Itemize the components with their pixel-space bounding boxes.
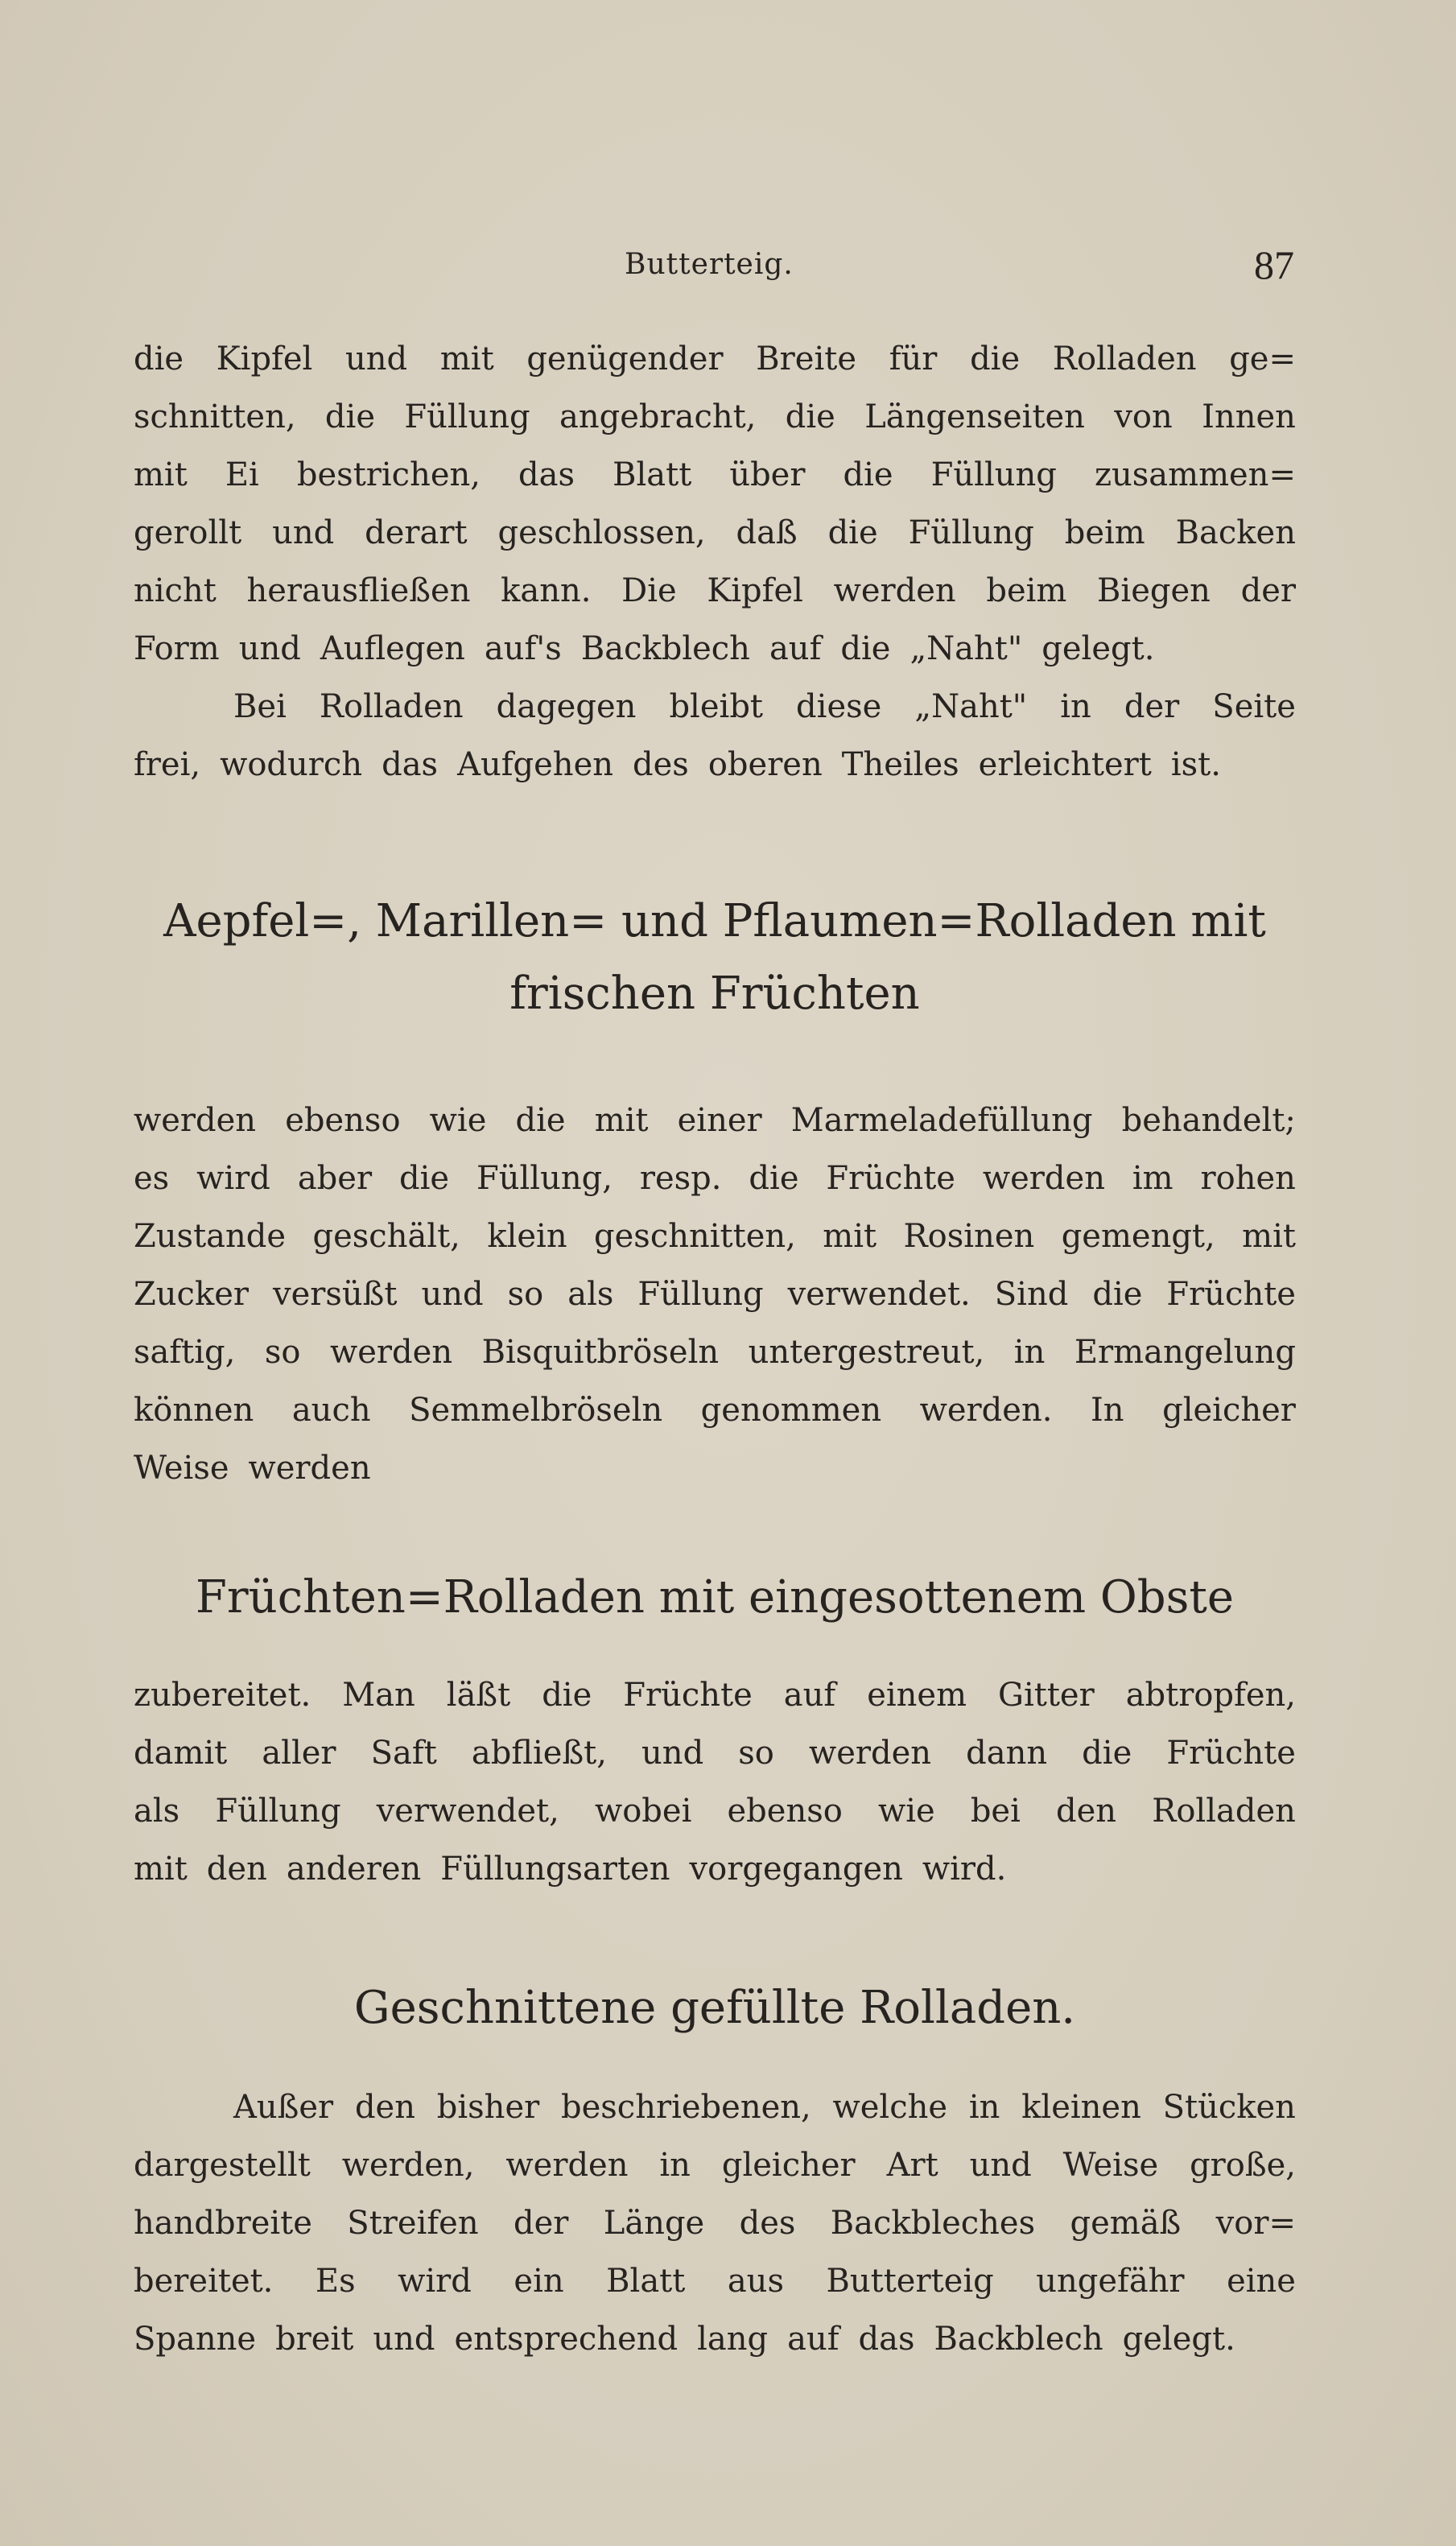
word: einem bbox=[867, 1677, 967, 1714]
word: über bbox=[729, 456, 806, 493]
word: Kipfel bbox=[216, 340, 313, 378]
word: Saft bbox=[370, 1735, 437, 1772]
word: im bbox=[1132, 1160, 1173, 1197]
text-line bbox=[134, 678, 1296, 736]
word: Semmelbröseln bbox=[409, 1392, 663, 1429]
word: mit bbox=[134, 1851, 188, 1888]
word: Seite bbox=[1212, 688, 1296, 725]
text-line bbox=[134, 1149, 1296, 1207]
text-line bbox=[134, 1724, 1296, 1782]
word: Rolladen bbox=[1052, 340, 1197, 378]
word: werden bbox=[134, 1102, 257, 1139]
word: ungefähr bbox=[1036, 2263, 1185, 2300]
word: Längenseiten bbox=[864, 398, 1085, 435]
word: Rosinen bbox=[903, 1218, 1035, 1255]
word: dargestellt bbox=[134, 2147, 311, 2184]
word: gemäß bbox=[1070, 2205, 1182, 2242]
word: Füllung bbox=[404, 398, 530, 435]
word: ein bbox=[514, 2263, 564, 2300]
word: Sind bbox=[994, 1276, 1069, 1313]
word: Früchte bbox=[1166, 1735, 1296, 1772]
word: Spanne bbox=[134, 2321, 257, 2358]
word: Ei bbox=[225, 456, 259, 493]
word: die bbox=[1082, 1735, 1132, 1772]
section-heading bbox=[134, 885, 1296, 1030]
word: den bbox=[354, 2089, 415, 2126]
word: Streifen bbox=[347, 2205, 479, 2242]
word: und bbox=[641, 1735, 704, 1772]
word: das bbox=[858, 2321, 915, 2358]
word: in bbox=[968, 2089, 1000, 2126]
word: Ermangelung bbox=[1074, 1334, 1296, 1371]
text-line bbox=[134, 504, 1296, 562]
word: werden bbox=[248, 1450, 371, 1487]
paragraph-5 bbox=[134, 2078, 1296, 2368]
text-line bbox=[134, 2194, 1296, 2252]
word: Füllung bbox=[637, 1276, 764, 1313]
word: die bbox=[970, 340, 1021, 378]
text-line bbox=[134, 1666, 1296, 1724]
word: dagegen bbox=[496, 688, 637, 725]
word: genügender bbox=[526, 340, 724, 378]
word: die bbox=[542, 1677, 592, 1714]
word: mit bbox=[439, 340, 494, 378]
word: und bbox=[345, 340, 408, 378]
word: Früchte bbox=[826, 1160, 955, 1197]
word: einer bbox=[677, 1102, 762, 1139]
word: entsprechend bbox=[454, 2321, 679, 2358]
word: die bbox=[843, 456, 893, 493]
section-heading bbox=[134, 1972, 1296, 2045]
word: Form bbox=[134, 630, 220, 667]
word: beim bbox=[986, 572, 1067, 609]
word: bestrichen, bbox=[296, 456, 481, 493]
heading-line: frischen Früchten bbox=[509, 968, 920, 1020]
word: verwendet. bbox=[787, 1276, 971, 1313]
text-line bbox=[134, 2310, 1296, 2368]
word: des bbox=[739, 2205, 796, 2242]
word: es bbox=[134, 1160, 170, 1197]
word: erleichtert bbox=[978, 746, 1152, 783]
word: der bbox=[1240, 572, 1296, 609]
word: die bbox=[398, 1160, 450, 1197]
word: bisher bbox=[436, 2089, 540, 2126]
word: für bbox=[889, 340, 938, 378]
word: wodurch bbox=[220, 746, 363, 783]
word: auf bbox=[769, 630, 822, 667]
word: lang bbox=[697, 2321, 769, 2358]
word: so bbox=[264, 1334, 301, 1371]
word: anderen bbox=[286, 1851, 422, 1888]
word: geschlossen, bbox=[497, 514, 706, 551]
paragraph-1 bbox=[134, 330, 1296, 678]
word: Zustande bbox=[134, 1218, 287, 1255]
word: als bbox=[134, 1793, 180, 1830]
word: gemengt, bbox=[1061, 1218, 1215, 1255]
word: läßt bbox=[446, 1677, 511, 1714]
word: Man bbox=[342, 1677, 415, 1714]
word: Butterteig bbox=[826, 2263, 994, 2300]
word: ebenso bbox=[285, 1102, 401, 1139]
word: werden. bbox=[919, 1392, 1053, 1429]
word: versüßt bbox=[273, 1276, 398, 1313]
word: werden bbox=[833, 572, 956, 609]
word: rohen bbox=[1200, 1160, 1296, 1197]
word: „Naht" bbox=[909, 630, 1023, 667]
word: ge= bbox=[1229, 340, 1296, 378]
word: Füllung bbox=[908, 514, 1034, 551]
paragraph-4 bbox=[134, 1666, 1296, 1898]
word: Früchte bbox=[1166, 1276, 1296, 1313]
word: die bbox=[324, 398, 375, 435]
text-line bbox=[134, 2252, 1296, 2310]
word: wobei bbox=[594, 1793, 692, 1830]
page-number: 87 bbox=[1254, 242, 1294, 287]
word: Füllungsarten bbox=[440, 1851, 670, 1888]
word: geschnitten, bbox=[594, 1218, 796, 1255]
word: Früchte bbox=[623, 1677, 753, 1714]
word: bei bbox=[970, 1793, 1021, 1830]
word: auf bbox=[783, 1677, 836, 1714]
word: des bbox=[633, 746, 689, 783]
word: das bbox=[518, 456, 575, 493]
text-line bbox=[134, 330, 1296, 388]
text-line bbox=[134, 562, 1296, 620]
word: aller bbox=[262, 1735, 336, 1772]
text-line bbox=[134, 1323, 1296, 1381]
word: den bbox=[206, 1851, 267, 1888]
word: Theiles bbox=[841, 746, 959, 783]
word: Die bbox=[621, 572, 677, 609]
text-line bbox=[134, 1439, 1296, 1497]
word: eine bbox=[1227, 2263, 1296, 2300]
word: die bbox=[827, 514, 878, 551]
page-header bbox=[132, 241, 1294, 290]
word: werden, bbox=[341, 2147, 475, 2184]
text-line bbox=[134, 1782, 1296, 1840]
word: bereitet. bbox=[134, 2263, 274, 2300]
word: angebracht, bbox=[559, 398, 757, 435]
word: gleicher bbox=[721, 2147, 856, 2184]
word: so bbox=[507, 1276, 544, 1313]
word: das bbox=[382, 746, 439, 783]
word: damit bbox=[134, 1735, 228, 1772]
text-line bbox=[134, 2136, 1296, 2194]
paragraph-2 bbox=[134, 678, 1296, 794]
word: mit bbox=[1242, 1218, 1296, 1255]
word: die bbox=[134, 340, 184, 378]
text-line bbox=[134, 1840, 1296, 1898]
word: Bisquitbröseln bbox=[481, 1334, 720, 1371]
word: bleibt bbox=[669, 688, 763, 725]
word: nicht bbox=[134, 572, 217, 609]
word: kleinen bbox=[1021, 2089, 1141, 2126]
word: den bbox=[1056, 1793, 1117, 1830]
running-head: Butterteig. bbox=[625, 248, 794, 281]
word: kann. bbox=[501, 572, 592, 609]
word: auch bbox=[291, 1392, 371, 1429]
word: in bbox=[1013, 1334, 1046, 1371]
word: auf's bbox=[484, 630, 562, 667]
word: aber bbox=[297, 1160, 373, 1197]
word: die bbox=[1092, 1276, 1143, 1313]
text-line bbox=[134, 736, 1296, 794]
text-line bbox=[134, 1265, 1296, 1323]
word: Backen bbox=[1175, 514, 1296, 551]
word: wird. bbox=[922, 1851, 1007, 1888]
word: handbreite bbox=[134, 2205, 312, 2242]
word: mit bbox=[134, 456, 188, 493]
word: zubereitet. bbox=[134, 1677, 311, 1714]
word: wie bbox=[429, 1102, 487, 1139]
word: Breite bbox=[756, 340, 856, 378]
word: Biegen bbox=[1097, 572, 1211, 609]
word: frei, bbox=[134, 746, 201, 783]
word: mit bbox=[594, 1102, 649, 1139]
word: Gitter bbox=[998, 1677, 1095, 1714]
word: abfließt, bbox=[471, 1735, 607, 1772]
word: Füllung bbox=[215, 1793, 341, 1830]
word: beschriebenen, bbox=[561, 2089, 811, 2126]
word: gleicher bbox=[1162, 1392, 1296, 1429]
word: Backbleches bbox=[830, 2205, 1036, 2242]
word: der bbox=[513, 2205, 569, 2242]
word: Rolladen bbox=[1152, 1793, 1296, 1830]
word: ebenso bbox=[727, 1793, 843, 1830]
word: Backblech bbox=[934, 2321, 1103, 2358]
word: Länge bbox=[603, 2205, 705, 2242]
word: und bbox=[969, 2147, 1032, 2184]
word: und bbox=[421, 1276, 484, 1313]
word: und bbox=[272, 514, 335, 551]
text-line bbox=[134, 1091, 1296, 1149]
heading-line: Aepfel=, Marillen= und Pflaumen=Rolladen mit bbox=[163, 895, 1266, 947]
word: Außer bbox=[233, 2089, 334, 2126]
word: genommen bbox=[700, 1392, 882, 1429]
word: Backblech bbox=[580, 630, 750, 667]
word: welche bbox=[832, 2089, 948, 2126]
word: Rolladen bbox=[319, 688, 464, 725]
word: Blatt bbox=[606, 2263, 686, 2300]
word: die bbox=[749, 1160, 799, 1197]
word: als bbox=[567, 1276, 614, 1313]
word: In bbox=[1090, 1392, 1124, 1429]
word: verwendet, bbox=[376, 1793, 559, 1830]
section-heading bbox=[134, 1562, 1296, 1634]
word: abtropfen, bbox=[1125, 1677, 1296, 1714]
word: oberen bbox=[707, 746, 823, 783]
word: diese bbox=[796, 688, 882, 725]
word: Weise bbox=[1062, 2147, 1159, 2184]
word: Blatt bbox=[613, 456, 692, 493]
word: beim bbox=[1064, 514, 1145, 551]
word: behandelt; bbox=[1121, 1102, 1296, 1139]
heading-line: Geschnittene gefüllte Rolladen. bbox=[353, 1982, 1076, 2034]
word: werden bbox=[808, 1735, 932, 1772]
word: und bbox=[238, 630, 301, 667]
word: aus bbox=[727, 2263, 784, 2300]
text-line bbox=[134, 620, 1296, 678]
word: vor= bbox=[1215, 2205, 1296, 2242]
word: Weise bbox=[134, 1450, 229, 1487]
heading-line: Früchten=Rolladen mit eingesottenem Obste bbox=[196, 1571, 1234, 1624]
word: die bbox=[840, 630, 891, 667]
word: breit bbox=[275, 2321, 354, 2358]
word: dann bbox=[966, 1735, 1048, 1772]
word: herausfließen bbox=[246, 572, 471, 609]
word: in bbox=[1060, 688, 1091, 725]
word: Innen bbox=[1202, 398, 1296, 435]
word: Füllung bbox=[930, 456, 1057, 493]
word: daß bbox=[736, 514, 798, 551]
word: können bbox=[134, 1392, 254, 1429]
text-line bbox=[134, 1381, 1296, 1439]
word: schnitten, bbox=[134, 398, 296, 435]
word: saftig, bbox=[134, 1334, 236, 1371]
word: die bbox=[515, 1102, 566, 1139]
word: auf bbox=[787, 2321, 839, 2358]
word: Stücken bbox=[1162, 2089, 1296, 2126]
word: große, bbox=[1190, 2147, 1296, 2184]
word: Bei bbox=[233, 688, 287, 725]
word: gelegt. bbox=[1122, 2321, 1235, 2358]
word: und bbox=[373, 2321, 435, 2358]
text-line bbox=[134, 1207, 1296, 1265]
word: in bbox=[659, 2147, 691, 2184]
text-line bbox=[134, 446, 1296, 504]
word: gelegt. bbox=[1041, 630, 1155, 667]
word: werden bbox=[982, 1160, 1105, 1197]
word: ist. bbox=[1170, 746, 1221, 783]
text-line bbox=[134, 388, 1296, 446]
word: zusammen= bbox=[1094, 456, 1296, 493]
word: gerollt bbox=[134, 514, 242, 551]
word: die bbox=[785, 398, 835, 435]
paragraph-3 bbox=[134, 1091, 1296, 1497]
word: Marmeladefüllung bbox=[790, 1102, 1093, 1139]
word: wie bbox=[877, 1793, 935, 1830]
word: Es bbox=[315, 2263, 356, 2300]
word: wird bbox=[196, 1160, 270, 1197]
word: mit bbox=[823, 1218, 877, 1255]
word: geschält, bbox=[312, 1218, 460, 1255]
word: Auflegen bbox=[320, 630, 465, 667]
word: Aufgehen bbox=[457, 746, 614, 783]
text-line bbox=[134, 2078, 1296, 2136]
word: vorgegangen bbox=[689, 1851, 903, 1888]
word: wird bbox=[398, 2263, 472, 2300]
word: klein bbox=[487, 1218, 567, 1255]
word: „Naht" bbox=[914, 688, 1028, 725]
word: der bbox=[1124, 688, 1180, 725]
word: werden bbox=[505, 2147, 629, 2184]
word: so bbox=[738, 1735, 774, 1772]
word: von bbox=[1114, 398, 1173, 435]
word: untergestreut, bbox=[748, 1334, 985, 1371]
word: derart bbox=[365, 514, 468, 551]
word: Art bbox=[886, 2147, 938, 2184]
word: Kipfel bbox=[707, 572, 803, 609]
word: Füllung, bbox=[476, 1160, 613, 1197]
word: werden bbox=[330, 1334, 453, 1371]
word: resp. bbox=[639, 1160, 722, 1197]
word: Zucker bbox=[134, 1276, 249, 1313]
